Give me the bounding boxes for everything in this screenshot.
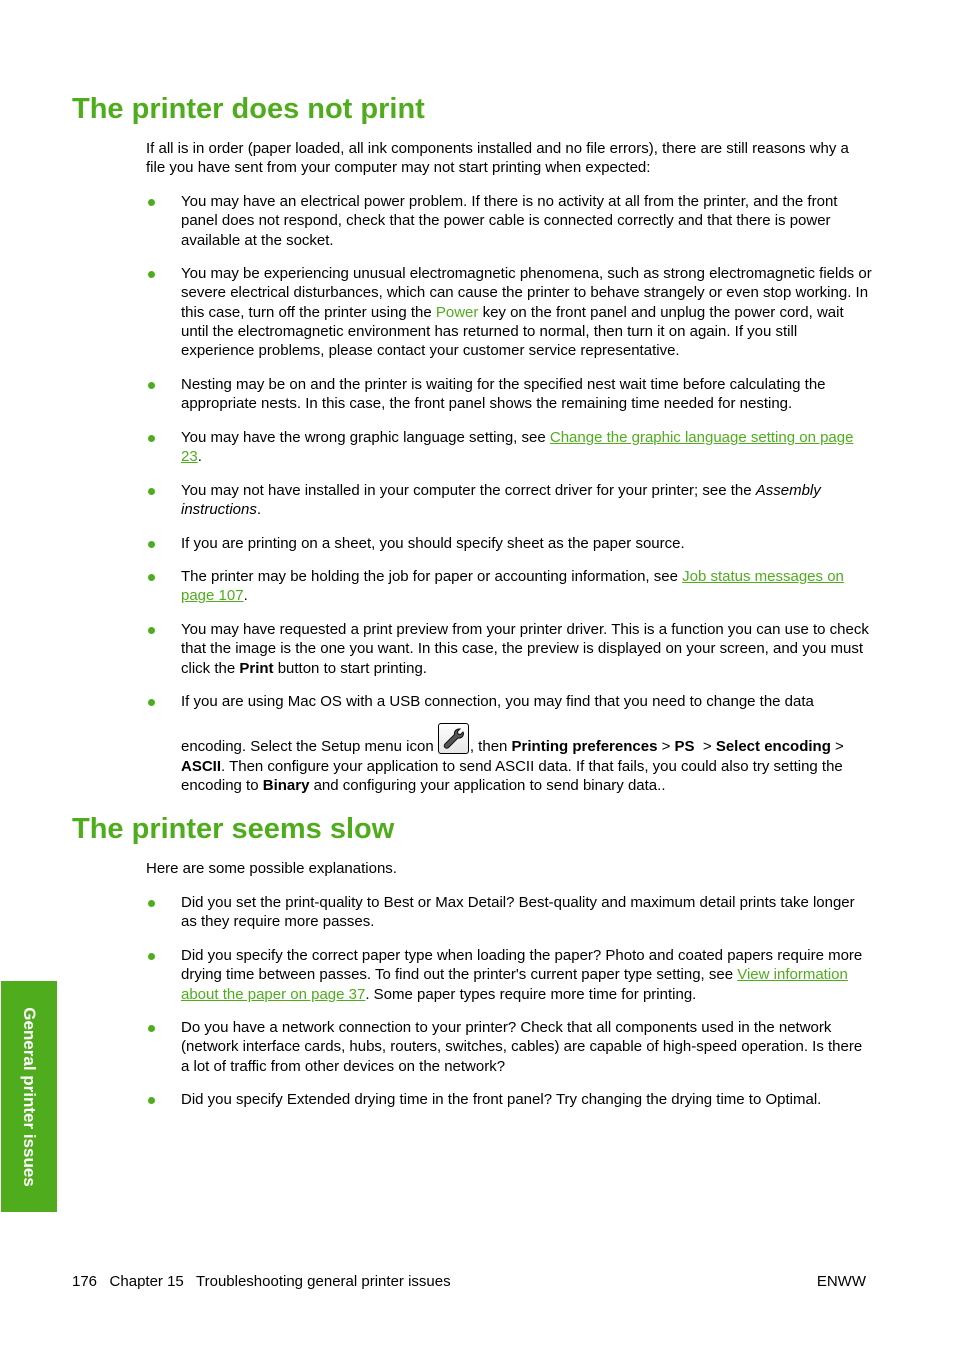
bullet-text: You may be experiencing unusual electromagnetic phenomena, such as strong electromagnetic fields or severe electrical disturbances, which can cause the printer to behave strangely or even stop working. In this case, turn off the printer using the Power key on the front panel and unplug the power cord, wait until the electromagnetic environment has returned to normal, then turn it on again. If you still experience problems, please contact your customer service representative.: [181, 265, 872, 360]
bullet-icon: [148, 382, 155, 389]
bullet-icon: [148, 574, 155, 581]
link-job-status[interactable]: Job status messages on page 107: [181, 568, 844, 605]
bullet-icon: [148, 199, 155, 206]
bullet-text: The printer may be holding the job for paper or accounting information, see Job status messages on page 107.: [181, 568, 844, 605]
bullet-icon: [148, 435, 155, 442]
footer-right: ENWW: [816, 1273, 866, 1290]
bullet-text: Did you specify the correct paper type when loading the paper? Photo and coated papers require more drying time between passes. To find out the printer's current paper type setting, see View information about the paper on page 37. Some paper types require more time for printing.: [181, 947, 863, 1003]
section-title-seems-slow: The printer seems slow: [72, 813, 395, 845]
page-number: 176: [72, 1273, 98, 1290]
bullet-text: Nesting may be on and the printer is waiting for the specified nest wait time before calculating the appropriate nests. In this case, the front panel shows the remaining time needed for nesting.: [181, 376, 826, 413]
bullet-text: Did you specify Extended drying time in the front panel? Try changing the drying time to Optimal.: [181, 1091, 822, 1108]
bullet-icon: [148, 488, 155, 495]
power-key-label: Power: [435, 303, 479, 321]
bullet-icon: [148, 900, 155, 907]
link-paper-info[interactable]: View information about the paper on page 37: [181, 966, 848, 1003]
bullet-text: If you are printing on a sheet, you should specify sheet as the paper source.: [181, 535, 685, 552]
bullet-text: Do you have a network connection to your printer? Check that all components used in the network (network interface cards, hubs, routers, switches, cables) are capable of high-speed operation. Is there a lot of traffic from other devices on the network?: [181, 1019, 863, 1075]
bullet-icon: [148, 699, 155, 706]
section1-intro: If all is in order (paper loaded, all ink components installed and no file errors), there are still reasons why a file you have sent from your computer may not start printing when expected:: [146, 140, 849, 177]
footer-chapter: Chapter 15: [109, 1273, 184, 1290]
footer-left: [72, 1272, 451, 1291]
link-graphic-language[interactable]: Change the graphic language setting on page 23: [181, 429, 854, 466]
bullet-icon: [148, 953, 155, 960]
section-title-does-not-print: The printer does not print: [72, 93, 425, 125]
wrench-icon: [438, 723, 469, 754]
bullet-icon: [148, 627, 155, 634]
bullet-text: You may have an electrical power problem. If there is no activity at all from the printer, and the front panel does not respond, check that the power cable is connected correctly and that there is power available at the socket.: [181, 193, 838, 249]
side-tab-label: General printer issues: [20, 1007, 39, 1187]
bullet-icon: [148, 1025, 155, 1032]
bullet-text: You may have requested a print preview from your printer driver. This is a function you can use to check that the image is the one you want. In this case, the preview is displayed on your screen, and you must click the Print button to start printing.: [181, 621, 869, 677]
chapter-side-tab: [1, 981, 57, 1212]
bullet-icon: [148, 541, 155, 548]
bullet-text: You may not have installed in your computer the correct driver for your printer; see the Assembly instructions.: [181, 482, 821, 519]
bullet-text: Did you set the print-quality to Best or Max Detail? Best-quality and maximum detail prints take longer as they require more passes.: [181, 894, 855, 931]
bullet-icon: [148, 271, 155, 278]
section2-intro: Here are some possible explanations.: [146, 860, 397, 877]
bullet-icon: [148, 1097, 155, 1104]
footer-chapter-title: Troubleshooting general printer issues: [196, 1273, 451, 1290]
bullet-text: You may have the wrong graphic language setting, see Change the graphic language setting on page 23.: [181, 429, 854, 466]
bullet-text: If you are using Mac OS with a USB connection, you may find that you need to change the data encoding. Select the Setup menu icon , then Printing preferences > PS > Select encoding > ASCII. Then configure your application to send ASCII data. If that fails, you could also try setting the encoding to Binary and configuring your application to send binary data..: [181, 693, 844, 794]
